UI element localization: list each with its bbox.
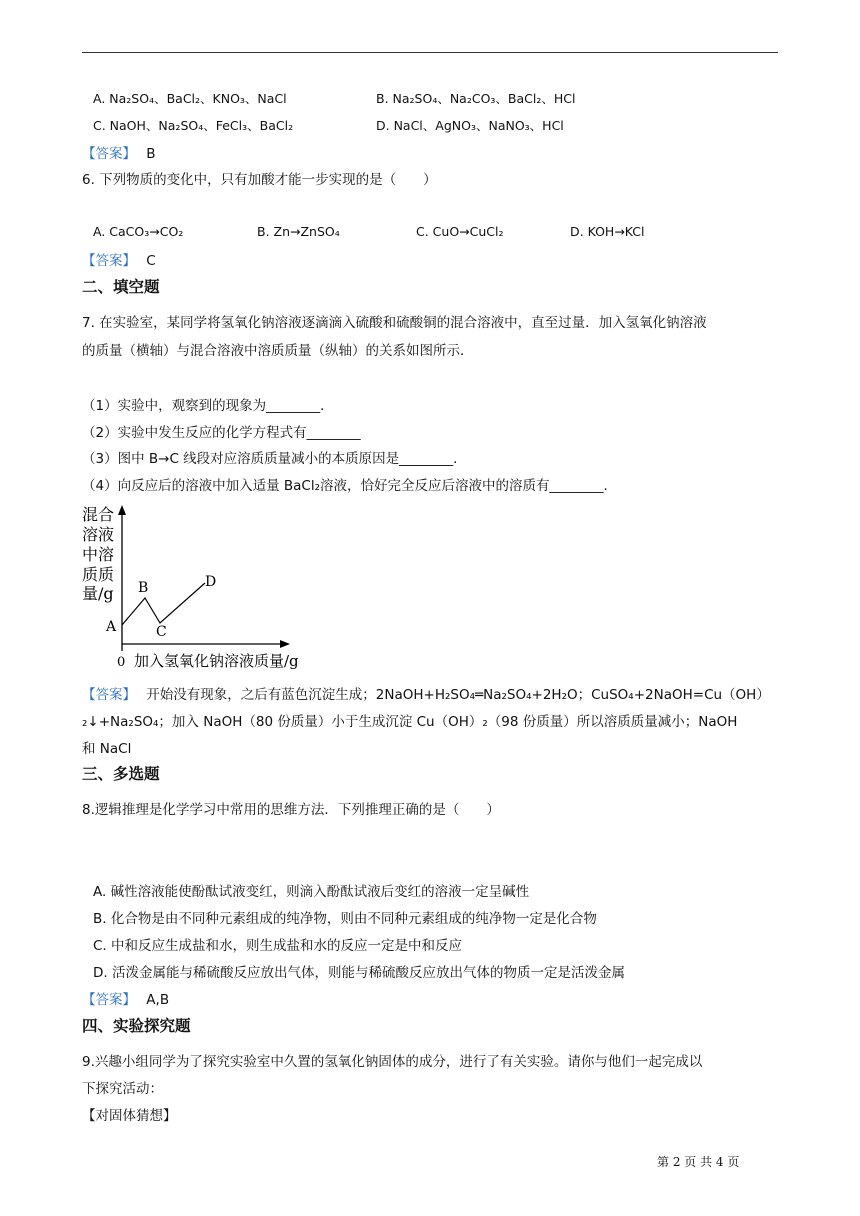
- answer-label: 【答案】: [82, 687, 136, 703]
- point-d-label: D: [205, 574, 217, 590]
- curve-abcd: [122, 583, 205, 625]
- q7-stem-line2: 的质量（横轴）与混合溶液中溶质质量（纵轴）的关系如图所示．: [82, 343, 474, 359]
- q8-option-b: B. 化合物是由不同种元素组成的纯净物，则由不同种元素组成的纯净物一定是化合物: [93, 911, 597, 927]
- answer-value: B: [146, 146, 156, 162]
- q8-stem: 8.逻辑推理是化学学习中常用的思维方法．下列推理正确的是（ ）: [82, 802, 500, 818]
- answer-value: A,B: [146, 992, 170, 1008]
- q5-option-a: A. Na₂SO₄、BaCl₂、KNO₃、NaCl: [93, 91, 287, 106]
- q5-answer: [82, 142, 156, 162]
- section-heading-experiment: 四、实验探究题: [82, 1017, 191, 1035]
- q9-stem-line2: 下探究活动：: [82, 1081, 163, 1097]
- q8-option-d: D. 活泼金属能与稀硫酸反应放出气体，则能与稀硫酸反应放出气体的物质一定是活泼金属: [93, 965, 625, 981]
- point-c-label: C: [156, 624, 167, 640]
- y-label-line-5: 量/g: [82, 584, 114, 603]
- q7-stem-line1: 7. 在实验室，某同学将氢氧化钠溶液逐滴滴入硫酸和硫酸铜的混合溶液中，直至过量．加入氢氧化钠溶液: [82, 315, 707, 331]
- q6-option-a: A. CaCO₃→CO₂: [93, 224, 184, 239]
- q7-sub-question-4: （4）向反应后的溶液中加入适量 BaCl₂溶液，恰好完全反应后溶液中的溶质有________．: [82, 478, 618, 494]
- q5-option-b: B. Na₂SO₄、Na₂CO₃、BaCl₂、HCl: [376, 91, 576, 106]
- section-heading-multiple-choice: 三、多选题: [82, 765, 160, 783]
- header-rule: [82, 52, 778, 53]
- q7-answer-line2: ₂↓+Na₂SO₄；加入 NaOH（80 份质量）小于生成沉淀 Cu（OH）₂（98 份质量）所以溶质质量减小；NaOH: [82, 714, 738, 730]
- y-axis-arrow-icon: [118, 505, 126, 515]
- page-number: 第 2 页 共 4 页: [657, 1155, 740, 1169]
- q5-option-c: C. NaOH、Na₂SO₄、FeCl₃、BaCl₂: [93, 118, 294, 133]
- point-a-label: A: [106, 619, 117, 635]
- answer-label: 【答案】: [82, 253, 136, 269]
- q5-option-d: D. NaCl、AgNO₃、NaNO₃、HCl: [376, 118, 564, 133]
- q9-stem-line3: 【对固体猜想】: [82, 1108, 177, 1124]
- origin-label: 0: [117, 655, 126, 670]
- answer-label: 【答案】: [82, 146, 136, 162]
- y-label-line-1: 混合: [82, 505, 115, 524]
- q6-answer: [82, 249, 156, 269]
- q7-answer-line3: 和 NaCl: [82, 741, 132, 757]
- section-heading-fill-in: 二、填空题: [82, 278, 160, 296]
- point-b-label: B: [138, 580, 149, 596]
- answer-text-1: 开始没有现象，之后有蓝色沉淀生成；2NaOH+H₂SO₄═Na₂SO₄+2H₂O；CuSO₄+2NaOH=Cu（OH）: [146, 687, 770, 703]
- q7-sub-question-3: （3）图中 B→C 线段对应溶质质量减小的本质原因是________．: [82, 451, 467, 467]
- q6-option-c: C. CuO→CuCl₂: [416, 224, 504, 239]
- y-label-line-4: 质质: [82, 565, 115, 584]
- q6-option-b: B. Zn→ZnSO₄: [257, 224, 340, 239]
- q6-option-d: D. KOH→KCl: [570, 224, 645, 239]
- answer-label: 【答案】: [82, 992, 136, 1008]
- q8-option-a: A. 碱性溶液能使酚酞试液变红，则滴入酚酞试液后变红的溶液一定呈碱性: [93, 884, 530, 900]
- q7-answer-line1: [82, 683, 770, 703]
- q7-sub-question-1: （1）实验中，观察到的现象为________．: [82, 398, 334, 414]
- q7-figure: [80, 503, 310, 675]
- x-axis-arrow-icon: [280, 640, 290, 648]
- q7-sub-question-2: （2）实验中发生反应的化学方程式有________: [82, 425, 361, 441]
- x-axis-label: 加入氢氧化钠溶液质量/g: [134, 652, 299, 670]
- y-label-line-2: 溶液: [82, 525, 115, 544]
- q8-option-c: C. 中和反应生成盐和水，则生成盐和水的反应一定是中和反应: [93, 938, 463, 954]
- answer-value: C: [146, 253, 156, 269]
- q9-stem-line1: 9.兴趣小组同学为了探究实验室中久置的氢氧化钠固体的成分，进行了有关实验。请你与他们一起完成以: [82, 1054, 703, 1070]
- y-label-line-3: 中溶: [82, 545, 115, 564]
- q6-stem: 6. 下列物质的变化中，只有加酸才能一步实现的是（ ）: [82, 172, 437, 188]
- q8-answer: [82, 988, 169, 1008]
